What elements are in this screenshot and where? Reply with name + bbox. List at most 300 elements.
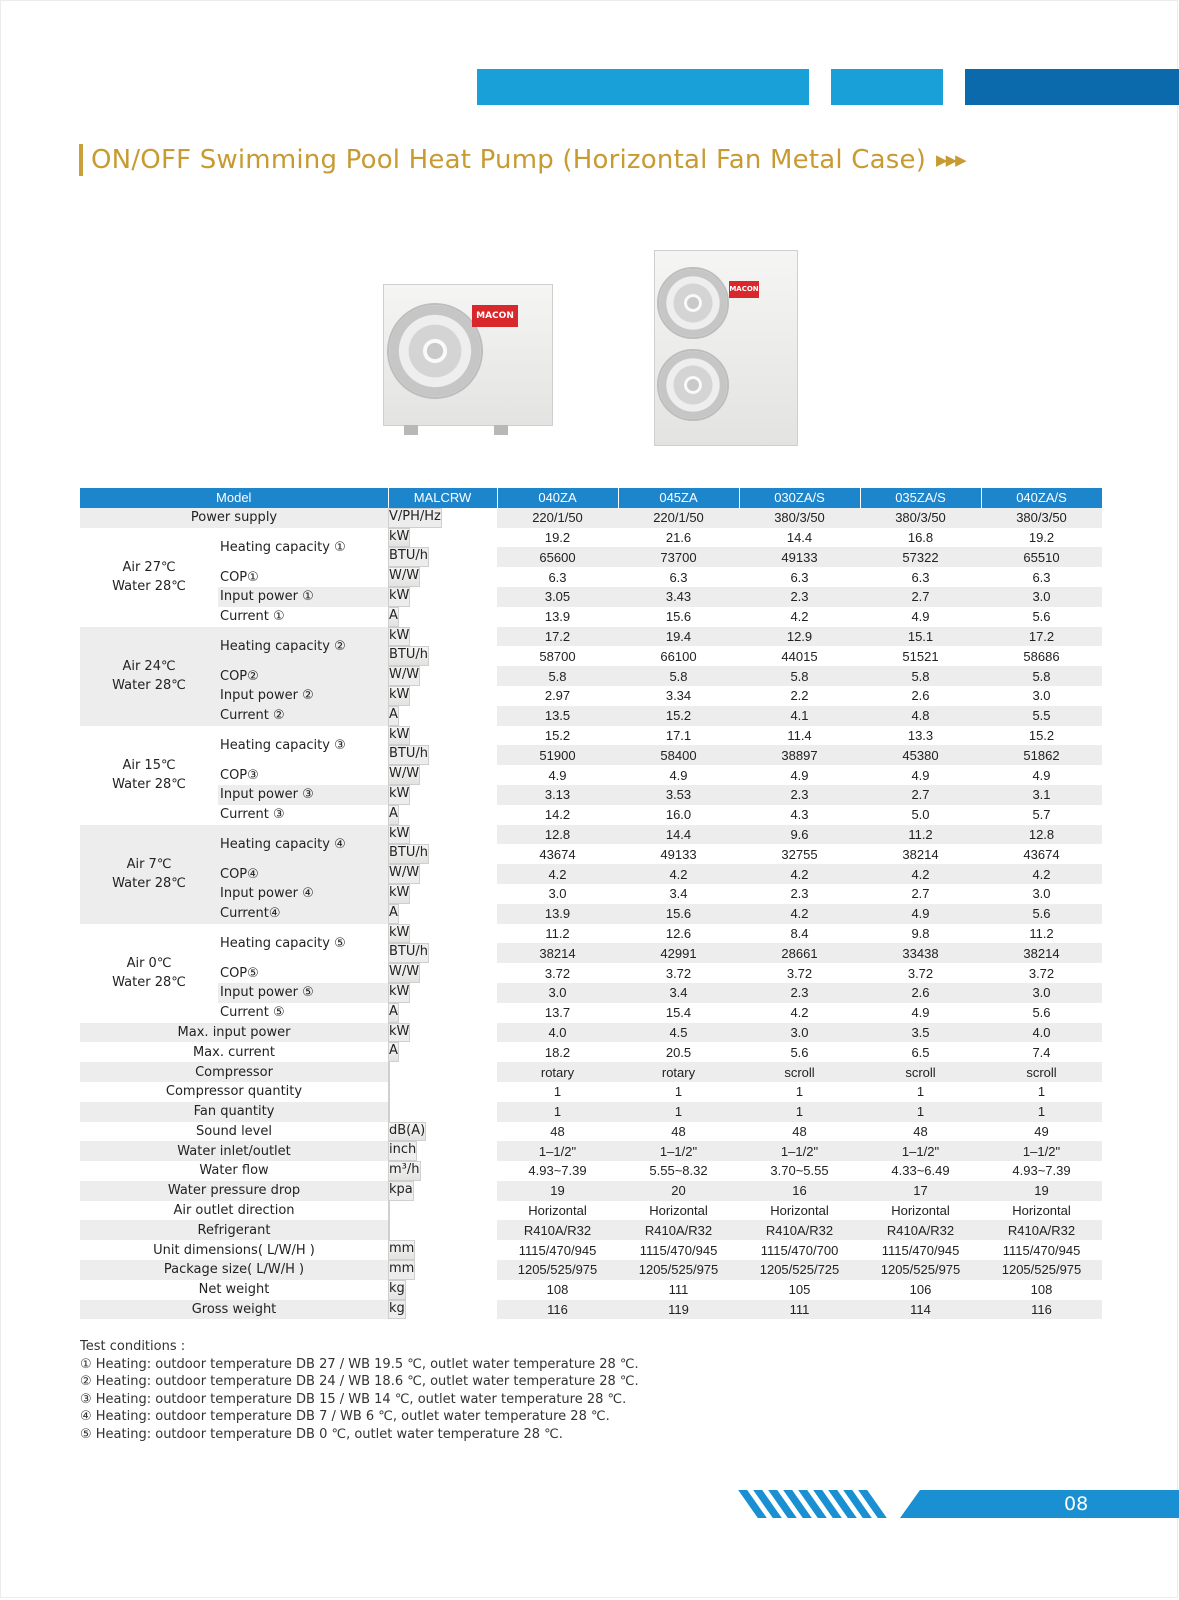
header-model: Model (80, 488, 388, 508)
unit-cell: V/PH/Hz (388, 508, 442, 528)
value-cell: 15.6 (618, 904, 739, 924)
value-cell: 15.1 (860, 627, 981, 647)
table-row (80, 1141, 1102, 1161)
value-cell: R410A/R32 (618, 1220, 739, 1240)
value-cell: 4.33~6.49 (891, 1163, 950, 1179)
value-cell: 4.8 (860, 706, 981, 726)
value-cell: 48 (550, 1123, 565, 1139)
value-cell: 14.4 (786, 529, 813, 545)
value-cell: 3.70~5.55 (770, 1163, 829, 1179)
unit-cell: kW (388, 528, 410, 548)
unit-cell: kW (388, 587, 410, 607)
value-cell: 5.6 (1032, 609, 1051, 625)
value-cell: 17 (860, 1181, 981, 1201)
value-cell: 1115/470/700 (760, 1242, 839, 1258)
param-name: COP③ (218, 765, 388, 785)
value-cell: 5.8 (497, 666, 618, 686)
fan-icon (387, 303, 483, 399)
test-conditions (80, 1338, 639, 1444)
value-cell: 13.7 (544, 1005, 571, 1021)
value-cell: 108 (546, 1282, 569, 1298)
note-line: ③ Heating: outdoor temperature DB 15 / WB 14 ℃, outlet water temperature 28 ℃. (80, 1391, 627, 1407)
value-cell: 11.4 (787, 727, 812, 743)
footer-bar (900, 1490, 1179, 1518)
row-label: Package size( L/W/H ) (80, 1260, 388, 1280)
value-cell: rotary (618, 1062, 739, 1082)
value-cell: 1115/470/945 (881, 1242, 960, 1258)
row-label: Compressor quantity (165, 1084, 303, 1100)
value-cell: 21.6 (665, 529, 692, 545)
header-cell: 040ZA (497, 488, 618, 508)
value-cell: 49133 (660, 846, 697, 862)
value-cell: 1115/470/945 (639, 1242, 718, 1258)
unit-cell: kW (388, 726, 410, 746)
footer-stripes (748, 1490, 908, 1518)
brand-logo: MACON (472, 305, 518, 327)
row-label: Water inlet/outlet (80, 1141, 388, 1161)
value-cell: 19 (981, 1181, 1102, 1201)
value-cell: scroll (860, 1062, 981, 1082)
param-name: Heating capacity ⑤ (218, 924, 388, 964)
unit-cell (388, 1201, 390, 1221)
page-title: ON/OFF Swimming Pool Heat Pump (Horizontal Fan Metal Case) (91, 145, 927, 175)
condition-line: Air 27℃ (122, 560, 176, 576)
note-line: ④ Heating: outdoor temperature DB 7 / WB 6 ℃, outlet water temperature 28 ℃. (80, 1409, 610, 1425)
table-row (80, 607, 1102, 627)
table-row (80, 1260, 1102, 1280)
value-cell: 16 (739, 1181, 860, 1201)
value-cell: 3.5 (860, 1023, 981, 1043)
value-cell: 116 (497, 1300, 618, 1320)
value-cell: 14.2 (544, 807, 571, 823)
table-row (80, 1220, 1102, 1240)
value-cell: scroll (739, 1062, 860, 1082)
value-cell: 20 (618, 1181, 739, 1201)
brand-logo: MACON (729, 281, 759, 298)
table-row (80, 1280, 1102, 1300)
table-row (80, 726, 1102, 746)
value-cell: 58400 (618, 745, 739, 765)
condition-line: Air 0℃ (126, 956, 172, 972)
value-cell: 2.3 (739, 983, 860, 1003)
value-cell: 12.8 (497, 825, 618, 845)
param-name: Current ② (218, 706, 388, 726)
value-cell: 11.2 (545, 925, 570, 941)
value-cell: 4.2 (790, 609, 809, 625)
value-cell: 1 (497, 1102, 618, 1122)
value-cell: 380/3/50 (739, 508, 860, 528)
row-label: Refrigerant (80, 1220, 388, 1240)
param-name: Current ⑤ (218, 1003, 388, 1023)
value-cell: 14.4 (618, 825, 739, 845)
unit-cell: A (388, 904, 399, 924)
unit-cell: kW (388, 686, 410, 706)
unit-cell: mm (388, 1240, 415, 1260)
value-cell: 6.5 (911, 1044, 930, 1060)
value-cell: scroll (981, 1062, 1102, 1082)
value-cell: 1205/525/975 (981, 1260, 1102, 1280)
unit-cell: A (388, 1003, 399, 1023)
value-cell: 1 (916, 1084, 925, 1100)
table-row (80, 1240, 1102, 1260)
value-cell: 4.2 (981, 864, 1102, 884)
value-cell: 4.9 (911, 1005, 930, 1021)
value-cell: 108 (1030, 1282, 1053, 1298)
value-cell: 3.0 (1032, 688, 1051, 704)
value-cell: 1115/470/945 (518, 1242, 597, 1258)
value-cell: 4.93~7.39 (1012, 1163, 1071, 1179)
value-cell: 380/3/50 (981, 508, 1102, 528)
value-cell: 4.2 (790, 1005, 809, 1021)
value-cell: 1 (739, 1102, 860, 1122)
value-cell: 12.8 (981, 825, 1102, 845)
value-cell: 3.4 (618, 983, 739, 1003)
value-cell: 3.0 (497, 983, 618, 1003)
value-cell: 13.9 (497, 904, 618, 924)
value-cell: 3.72 (786, 965, 813, 981)
value-cell: 57322 (860, 547, 981, 567)
table-row (80, 924, 1102, 944)
param-name: Input power ③ (218, 785, 388, 805)
condition-line: Water 28℃ (112, 876, 186, 892)
unit-cell: A (388, 1042, 399, 1062)
unit-cell: BTU/h (388, 547, 429, 567)
condition-line: Water 28℃ (112, 579, 186, 595)
value-cell: 111 (668, 1282, 689, 1298)
header-cell: 030ZA/S (739, 488, 860, 508)
value-cell: 4.9 (1032, 767, 1051, 783)
value-cell: 3.43 (618, 587, 739, 607)
unit-cell: A (388, 607, 399, 627)
value-cell: 6.3 (548, 569, 567, 585)
value-cell: 48 (792, 1123, 807, 1139)
value-cell: 4.2 (739, 904, 860, 924)
row-label: Max. current (192, 1044, 276, 1060)
value-cell: 380/3/50 (860, 508, 981, 528)
unit-cell: kW (388, 785, 410, 805)
value-cell: 2.3 (739, 587, 860, 607)
value-cell: 43674 (1023, 846, 1060, 862)
param-name: Heating capacity ③ (218, 726, 388, 766)
value-cell: 32755 (781, 846, 818, 862)
value-cell: 51900 (497, 745, 618, 765)
value-cell: Horizontal (891, 1203, 950, 1219)
condition-line: Water 28℃ (112, 975, 186, 991)
value-cell: 5.5 (981, 706, 1102, 726)
value-cell: 3.4 (669, 886, 688, 902)
table-row (80, 1042, 1102, 1062)
value-cell: 38214 (981, 943, 1102, 963)
value-cell: 6.3 (790, 569, 809, 585)
value-cell: 4.9 (669, 767, 688, 783)
unit-cell: kW (388, 627, 410, 647)
value-cell: 2.97 (544, 688, 571, 704)
product-image-double-fan (654, 250, 798, 446)
unit-cell: A (388, 706, 399, 726)
table-row (80, 1201, 1102, 1221)
value-cell: Horizontal (770, 1203, 829, 1219)
value-cell: Horizontal (1012, 1203, 1071, 1219)
value-cell: 58686 (1023, 648, 1060, 664)
value-cell: 58700 (539, 648, 576, 664)
value-cell: 5.8 (739, 666, 860, 686)
value-cell: 49133 (739, 547, 860, 567)
value-cell: 4.5 (618, 1023, 739, 1043)
value-cell: 51521 (902, 648, 939, 664)
value-cell: 16.0 (665, 807, 692, 823)
row-label: Fan quantity (80, 1102, 388, 1122)
value-cell: 3.34 (665, 688, 692, 704)
row-label: Unit dimensions( L/W/H ) (153, 1242, 315, 1258)
value-cell: 4.2 (497, 864, 618, 884)
value-cell: 5.6 (981, 904, 1102, 924)
value-cell: 2.7 (911, 886, 930, 902)
unit-cell: W/W (388, 864, 420, 884)
value-cell: 38214 (497, 943, 618, 963)
value-cell: 20.5 (665, 1044, 692, 1060)
value-cell: 48 (671, 1123, 686, 1139)
unit-cell: kpa (388, 1181, 414, 1201)
unit-cell: mm (388, 1260, 415, 1280)
table-header-row (80, 488, 1102, 508)
value-cell: 4.93~7.39 (528, 1163, 587, 1179)
row-label: Water flow (199, 1163, 269, 1179)
table-row (80, 825, 1102, 845)
value-cell: 9.8 (911, 925, 930, 941)
value-cell: 4.2 (860, 864, 981, 884)
value-cell: 15.4 (665, 1005, 692, 1021)
param-name: Current ③ (218, 805, 388, 825)
table-row (80, 1300, 1102, 1320)
value-cell: 105 (788, 1282, 811, 1298)
row-label: Air outlet direction (173, 1203, 295, 1219)
table-row (80, 1161, 1102, 1181)
param-name: Input power ④ (218, 884, 388, 904)
value-cell: 11.2 (860, 825, 981, 845)
unit-cell: kW (388, 825, 410, 845)
value-cell: 18.2 (544, 1044, 571, 1060)
value-cell: R410A/R32 (739, 1220, 860, 1240)
value-cell: 1115/470/945 (1002, 1242, 1081, 1258)
value-cell: 114 (860, 1300, 981, 1320)
value-cell: 106 (909, 1282, 932, 1298)
value-cell: 3.53 (618, 785, 739, 805)
table-row (80, 1023, 1102, 1043)
value-cell: 5.55~8.32 (649, 1163, 708, 1179)
value-cell: 12.9 (739, 627, 860, 647)
unit-cell: kW (388, 924, 410, 944)
value-cell: 15.2 (544, 727, 571, 743)
value-cell: 4.9 (911, 609, 930, 625)
unit-cell: W/W (388, 765, 420, 785)
value-cell: 2.3 (790, 886, 809, 902)
unit-cell: BTU/h (388, 844, 429, 864)
unit-cell: A (388, 805, 399, 825)
condition-line: Air 15℃ (122, 758, 176, 774)
param-name: COP⑤ (218, 963, 388, 983)
unit-cell: dB(A) (388, 1122, 426, 1142)
value-cell: 220/1/50 (497, 508, 618, 528)
param-name: COP④ (218, 864, 388, 884)
unit-foot (494, 425, 508, 435)
value-cell: 38897 (739, 745, 860, 765)
param-name: Heating capacity ④ (218, 825, 388, 865)
value-cell: 6.3 (1032, 569, 1051, 585)
value-cell: 3.72 (665, 965, 692, 981)
value-cell: 116 (981, 1300, 1102, 1320)
value-cell: 12.6 (665, 925, 692, 941)
table-row (80, 1082, 1102, 1102)
value-cell: 65600 (497, 547, 618, 567)
value-cell: 16.8 (907, 529, 934, 545)
header-cell: MALCRW (388, 488, 497, 508)
value-cell: 8.4 (790, 925, 809, 941)
value-cell: 49 (1034, 1123, 1049, 1139)
spec-table (80, 488, 1103, 1319)
condition-cell (80, 726, 218, 825)
condition-cell (80, 528, 218, 627)
value-cell: 4.9 (911, 767, 930, 783)
value-cell: 4.9 (548, 767, 567, 783)
table-row (80, 785, 1102, 805)
value-cell: 6.3 (911, 569, 930, 585)
product-image-single-fan (383, 284, 553, 426)
value-cell: 17.2 (981, 627, 1102, 647)
value-cell: R410A/R32 (981, 1220, 1102, 1240)
table-row (80, 508, 1102, 528)
value-cell: 1–1/2" (860, 1141, 981, 1161)
value-cell: 5.7 (1032, 807, 1051, 823)
value-cell: 13.3 (907, 727, 934, 743)
note-line: ② Heating: outdoor temperature DB 24 / WB 18.6 ℃, outlet water temperature 28 ℃. (80, 1374, 639, 1390)
table-row (80, 983, 1102, 1003)
unit-cell: inch (388, 1141, 417, 1161)
unit-cell: kW (388, 983, 410, 1003)
param-name: COP① (218, 567, 388, 587)
unit-cell: m³/h (388, 1161, 421, 1181)
value-cell: 3.72 (907, 965, 934, 981)
param-name: Current④ (218, 904, 388, 924)
fan-icon (657, 349, 729, 421)
value-cell: 19 (497, 1181, 618, 1201)
value-cell: R410A/R32 (860, 1220, 981, 1240)
unit-cell: kg (388, 1280, 406, 1300)
value-cell: 33438 (860, 943, 981, 963)
table-row (80, 706, 1102, 726)
table-row (80, 805, 1102, 825)
value-cell: 28661 (739, 943, 860, 963)
value-cell: 66100 (660, 648, 697, 664)
table-row (80, 1102, 1102, 1122)
condition-cell (80, 627, 218, 726)
value-cell: 73700 (618, 547, 739, 567)
value-cell: 44015 (781, 648, 818, 664)
value-cell: 3.72 (544, 965, 571, 981)
value-cell: 4.3 (790, 807, 809, 823)
row-label: Max. input power (80, 1023, 388, 1043)
value-cell: 5.0 (911, 807, 930, 823)
value-cell: 1–1/2" (497, 1141, 618, 1161)
table-row (80, 1122, 1102, 1142)
value-cell: 4.2 (618, 864, 739, 884)
value-cell: 1 (618, 1102, 739, 1122)
value-cell: 65510 (981, 547, 1102, 567)
unit-cell: W/W (388, 567, 420, 587)
value-cell: 17.2 (497, 627, 618, 647)
value-cell: 5.8 (618, 666, 739, 686)
value-cell: 15.6 (665, 609, 692, 625)
value-cell: 1205/525/975 (497, 1260, 618, 1280)
value-cell: 11.2 (1029, 925, 1054, 941)
value-cell: 15.2 (1028, 727, 1055, 743)
row-label: Compressor (80, 1062, 388, 1082)
value-cell: 2.7 (860, 785, 981, 805)
param-name: COP② (218, 666, 388, 686)
value-cell: 13.9 (544, 609, 571, 625)
table-row (80, 686, 1102, 706)
value-cell: 1–1/2" (981, 1141, 1102, 1161)
table-row (80, 567, 1102, 587)
unit-cell: kW (388, 884, 410, 904)
table-row (80, 1181, 1102, 1201)
unit-cell (388, 1082, 390, 1102)
value-cell: 4.0 (981, 1023, 1102, 1043)
table-row (80, 627, 1102, 647)
table-row (80, 666, 1102, 686)
value-cell: R410A/R32 (497, 1220, 618, 1240)
value-cell: 5.8 (981, 666, 1102, 686)
value-cell: 13.5 (497, 706, 618, 726)
value-cell: 9.6 (739, 825, 860, 845)
unit-cell: kg (388, 1300, 406, 1320)
value-cell: 3.0 (548, 886, 567, 902)
unit-cell (388, 1102, 390, 1122)
value-cell: 3.0 (981, 983, 1102, 1003)
unit-cell: W/W (388, 666, 420, 686)
table-row (80, 1003, 1102, 1023)
value-cell: 1–1/2" (618, 1141, 739, 1161)
header-cell: 045ZA (618, 488, 739, 508)
value-cell: 2.7 (860, 587, 981, 607)
value-cell: 1205/525/975 (860, 1260, 981, 1280)
value-cell: 5.6 (1032, 1005, 1051, 1021)
unit-cell: BTU/h (388, 943, 429, 963)
value-cell: 19.4 (618, 627, 739, 647)
value-cell: 1–1/2" (739, 1141, 860, 1161)
param-name: Current ① (218, 607, 388, 627)
condition-cell (80, 825, 218, 924)
value-cell: 4.2 (739, 864, 860, 884)
table-row (80, 765, 1102, 785)
note-line: ① Heating: outdoor temperature DB 27 / WB 19.5 ℃, outlet water temperature 28 ℃. (80, 1356, 639, 1372)
header-bar-3 (965, 69, 1179, 105)
value-cell: 1 (981, 1102, 1102, 1122)
table-row (80, 528, 1102, 548)
value-cell: 17.1 (665, 727, 692, 743)
value-cell: 15.2 (618, 706, 739, 726)
value-cell: 3.05 (497, 587, 618, 607)
unit-cell: BTU/h (388, 646, 429, 666)
value-cell: 7.4 (1032, 1044, 1051, 1060)
value-cell: 3.72 (1028, 965, 1055, 981)
value-cell: 1 (674, 1084, 683, 1100)
value-cell: 45380 (860, 745, 981, 765)
notes-title: Test conditions : (80, 1339, 186, 1354)
value-cell: 220/1/50 (618, 508, 739, 528)
value-cell: 2.6 (860, 983, 981, 1003)
note-line: ⑤ Heating: outdoor temperature DB 0 ℃, outlet water temperature 28 ℃. (80, 1426, 563, 1442)
param-name: Input power ① (218, 587, 388, 607)
